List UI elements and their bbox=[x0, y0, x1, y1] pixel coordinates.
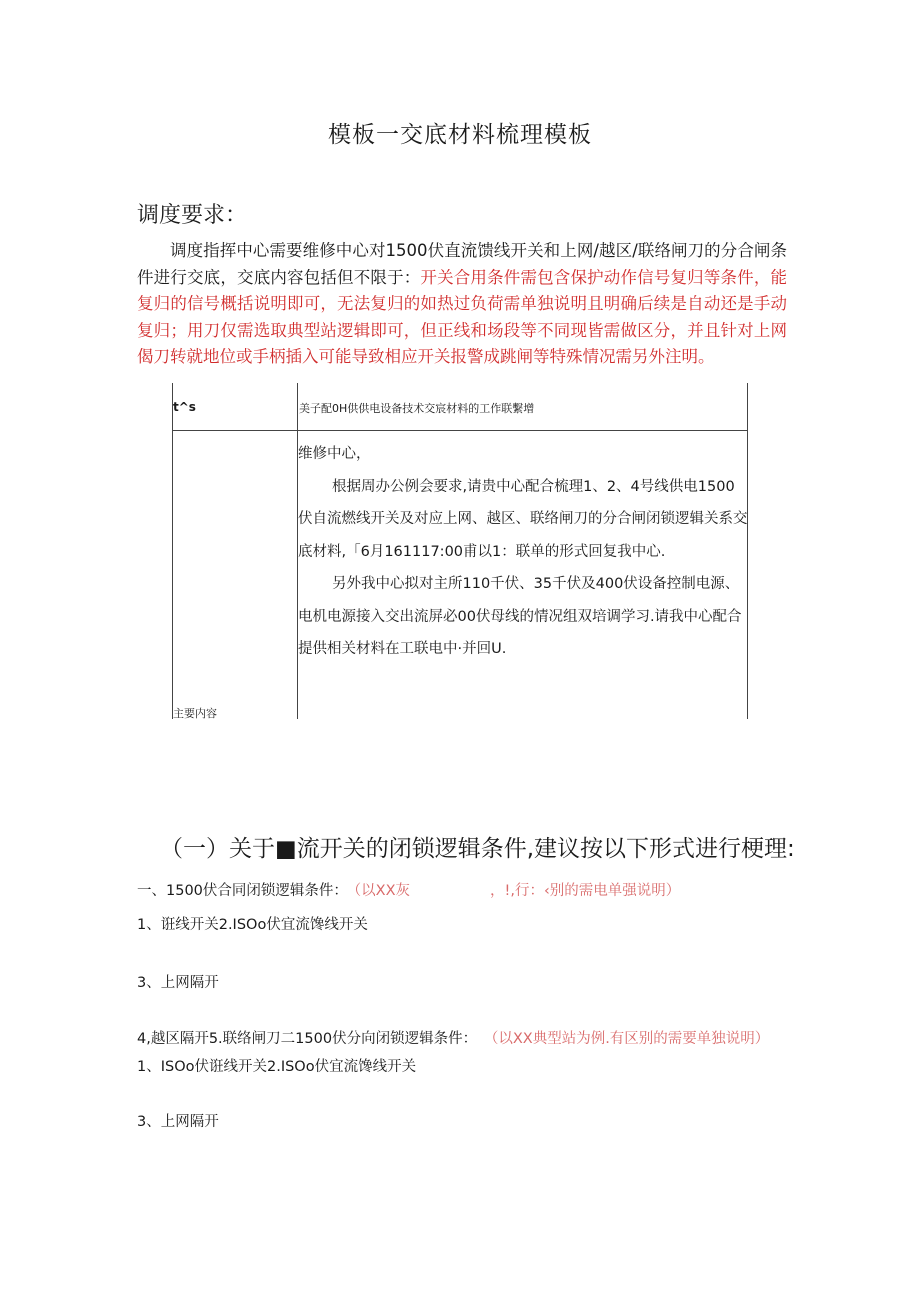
memo-paragraph-1: 根据周办公例会要求,请贵中心配合梳理1、2、4号线供电1500伏自流燃线开关及对应上网、越区、联络闸刀的分合闸闭锁逻辑关系交底材料,「6月161117:00甫以1：联单的形式回复我中心. bbox=[298, 478, 748, 560]
memo-paragraph-2: 另外我中心拟对主所110千伏、35千伏及400伏设备控制电源、电机电源接入交出流屏必00伏母线的情况组双培调学习.请我中心配合提供相关材料在工联电中·并回U. bbox=[298, 576, 742, 657]
requirements-intro: 调度指挥中心需要维修中心对1500伏直流馈线开关和上网/越区/联络闸刀的分合闸条件进行交底，交底内容包括但不限于： bbox=[137, 241, 787, 287]
section1-line1 bbox=[137, 879, 680, 900]
section1-line5: 1、ISOo伏诳线开关2.ISOo伏宜流馋线开关 bbox=[137, 1059, 417, 1075]
section1-line2: 1、诳线开关2.ISOo伏宜流馋线开关 bbox=[137, 917, 368, 933]
requirements-emphasis: 开关合用条件需包含保护动作信号复归等条件，能复归的信号概括说明即可，无法复归的如热过负荷需单独说明且明确后续是自动还是手动复归；用刀仅需选取典型站逻辑即可，但正线和场段等不同现皆需做区分，并且针对上网偈刀转就地位或手柄插入可能导致相应开关报警成跳闸等特殊情况需另外注明。 bbox=[137, 267, 788, 366]
section1-line4 bbox=[137, 1027, 769, 1048]
row1-value: 美子配0H供供电设备技术交宸材料的工作联繫增 bbox=[299, 402, 535, 415]
table-row-divider bbox=[172, 430, 748, 431]
memo-salutation: 维修中心， bbox=[298, 446, 371, 462]
section1-heading: （一）关于■流开关的闭锁逻辑条件,建议按以下形式进行梗理: bbox=[160, 836, 795, 862]
table-border-left bbox=[172, 383, 173, 719]
section1-line6: 3、上网隔开 bbox=[137, 1114, 219, 1130]
row1-label: t^s bbox=[173, 400, 196, 414]
row2-label: 主要内容 bbox=[173, 707, 217, 720]
line4-note: （以XX典型站为例.有区别的需要单独说明） bbox=[491, 1031, 770, 1047]
row2-content bbox=[298, 438, 748, 666]
line1-note-a: （以XX灰 bbox=[353, 883, 411, 899]
line1-text: 一、1500伏合同闭锁逻辑条件： bbox=[137, 883, 348, 899]
line4-text: 4,越区隔开5.联络闸刀二1500伏分向闭锁逻辑条件： bbox=[137, 1031, 478, 1047]
page-title: 模板一交底材料梳理模板 bbox=[328, 122, 592, 148]
section1-line3: 3、上网隔开 bbox=[137, 975, 219, 991]
requirements-heading: 调度要求： bbox=[137, 203, 248, 228]
line1-note-b: ，!,行：‹别的需电单强说明） bbox=[490, 883, 681, 899]
requirements-paragraph bbox=[137, 238, 787, 371]
